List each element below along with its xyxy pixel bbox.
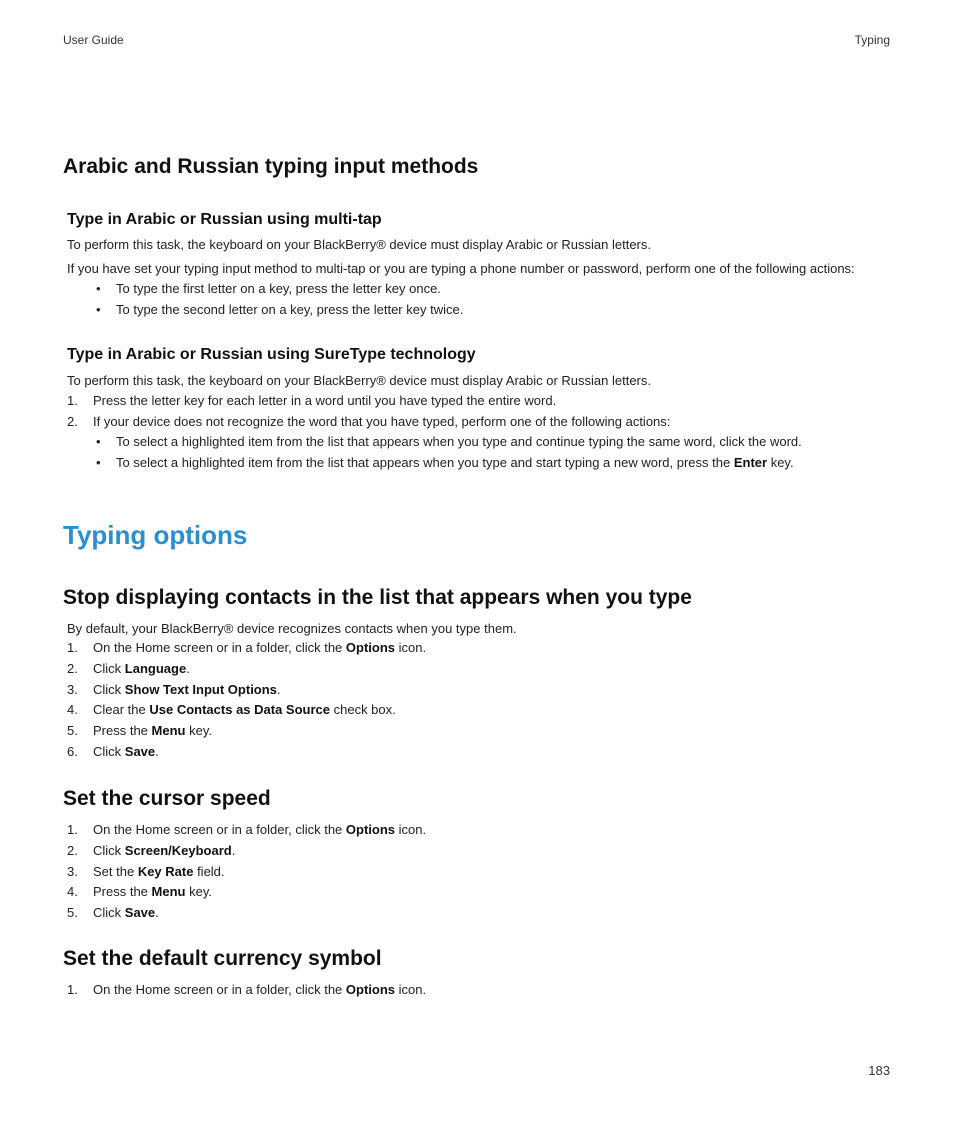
- list-item: [67, 659, 426, 680]
- step-text: Click: [93, 660, 125, 676]
- bullet-glyph: •: [96, 301, 101, 317]
- stop-contacts-steps: [67, 638, 426, 763]
- stop-contacts-intro: By default, your BlackBerry® device recognizes contacts when you type them.: [67, 621, 517, 636]
- subheading-suretype: Type in Arabic or Russian using SureType technology: [67, 346, 476, 363]
- step-ui-term: Options: [345, 640, 396, 655]
- section-heading-cursor-speed: Set the cursor speed: [63, 787, 271, 810]
- bullet-glyph: •: [96, 454, 101, 470]
- step-number: 2.: [67, 413, 78, 429]
- suretype-intro: To perform this task, the keyboard on your BlackBerry® device must display Arabic or Russian letters.: [67, 373, 651, 388]
- step-text-end: .: [276, 681, 281, 697]
- step-number: 4.: [67, 884, 78, 900]
- section-heading-currency-symbol: Set the default currency symbol: [63, 947, 382, 970]
- step-text: On the Home screen or in a folder, click the: [93, 822, 346, 837]
- step-text-end: field.: [193, 863, 225, 879]
- step-ui-term: Options: [345, 822, 396, 837]
- step-number: 3.: [67, 681, 78, 697]
- cursor-speed-steps: [67, 820, 426, 924]
- step-ui-term: Options: [345, 982, 396, 997]
- list-item: [96, 432, 802, 453]
- suretype-bullet-list: [96, 432, 802, 474]
- step-text: On the Home screen or in a folder, click the: [93, 982, 346, 997]
- section-heading-arabic-russian: Arabic and Russian typing input methods: [63, 155, 479, 178]
- list-item-text: If your device does not recognize the word that you have typed, perform one of the following actions:: [93, 413, 671, 429]
- list-item: [67, 700, 426, 721]
- subheading-multitap: Type in Arabic or Russian using multi-tap: [67, 211, 382, 228]
- list-item: [67, 882, 426, 903]
- step-number: 6.: [67, 743, 78, 759]
- step-text-end: key.: [185, 723, 212, 739]
- enter-key-label: Enter: [733, 454, 768, 470]
- list-item: [96, 453, 802, 474]
- step-ui-term: Save: [124, 905, 156, 921]
- step-ui-term: Use Contacts as Data Source: [149, 702, 330, 718]
- step-number: 1.: [67, 822, 78, 837]
- list-item: [67, 680, 426, 701]
- multitap-intro: To perform this task, the keyboard on your BlackBerry® device must display Arabic or Russian letters.: [67, 237, 651, 252]
- step-ui-term: Screen/Keyboard: [124, 842, 232, 858]
- step-ui-term: Save: [124, 743, 156, 759]
- list-item: [67, 903, 426, 924]
- list-item: [67, 862, 426, 883]
- list-item-text: To type the second letter on a key, press the letter key twice.: [116, 301, 464, 317]
- step-number: 4.: [67, 702, 78, 718]
- list-item-text: To select a highlighted item from the list that appears when you type and continue typing the same word, click the word.: [116, 434, 802, 449]
- list-item-text-end: key.: [767, 454, 794, 470]
- step-text: Press the: [93, 723, 152, 739]
- step-text: Click: [93, 905, 125, 921]
- step-ui-term: Menu: [151, 723, 186, 739]
- list-item: [96, 279, 463, 300]
- step-number: 2.: [67, 842, 78, 858]
- list-item-text: To type the first letter on a key, press the letter key once.: [116, 281, 441, 296]
- step-ui-term: Key Rate: [137, 863, 194, 879]
- step-text: Click: [93, 743, 125, 759]
- step-text-end: .: [231, 842, 236, 858]
- page-number: 183: [868, 1063, 890, 1078]
- bullet-glyph: •: [96, 434, 101, 449]
- bullet-glyph: •: [96, 281, 101, 296]
- step-number: 1.: [67, 393, 78, 408]
- list-item: [67, 721, 426, 742]
- list-item-text: Press the letter key for each letter in a word until you have typed the entire word.: [93, 393, 557, 408]
- list-item: [67, 742, 426, 763]
- step-text: Set the: [93, 863, 138, 879]
- step-text-end: .: [155, 743, 159, 759]
- step-ui-term: Show Text Input Options: [124, 681, 277, 697]
- list-item: [67, 391, 670, 412]
- running-header-right: Typing: [854, 33, 890, 47]
- list-item: [67, 412, 670, 433]
- step-ui-term: Language: [124, 660, 187, 676]
- step-text: On the Home screen or in a folder, click the: [93, 640, 346, 655]
- step-text-end: check box.: [330, 702, 396, 718]
- step-number: 1.: [67, 982, 78, 997]
- section-heading-stop-contacts: Stop displaying contacts in the list that appears when you type: [63, 586, 692, 609]
- step-ui-term: Menu: [151, 884, 186, 900]
- step-number: 3.: [67, 863, 78, 879]
- running-header-left: User Guide: [63, 33, 124, 47]
- list-item: [67, 841, 426, 862]
- currency-steps: [67, 980, 426, 1001]
- step-number: 5.: [67, 723, 78, 739]
- list-item-text: To select a highlighted item from the list that appears when you type and start typing a new word, press the: [116, 454, 734, 470]
- step-text-end: .: [155, 905, 159, 921]
- step-text-end: key.: [185, 884, 212, 900]
- list-item: [67, 980, 426, 1001]
- multitap-bullet-list: [96, 279, 463, 321]
- step-text: Click: [93, 681, 125, 697]
- step-text-end: icon.: [395, 640, 427, 655]
- step-number: 5.: [67, 905, 78, 921]
- list-item: [67, 820, 426, 841]
- chapter-heading-typing-options: Typing options: [63, 520, 248, 550]
- step-text: Press the: [93, 884, 152, 900]
- step-text: Clear the: [93, 702, 150, 718]
- step-text-end: icon.: [395, 982, 427, 997]
- step-text-end: .: [186, 660, 190, 676]
- step-text: Click: [93, 842, 125, 858]
- step-number: 2.: [67, 660, 78, 676]
- list-item: [67, 638, 426, 659]
- list-item: [96, 300, 463, 321]
- suretype-steps: [67, 391, 670, 433]
- step-text-end: icon.: [395, 822, 427, 837]
- multitap-condition: If you have set your typing input method to multi-tap or you are typing a phone number or password, perform one of the following actions:: [67, 261, 855, 276]
- step-number: 1.: [67, 640, 78, 655]
